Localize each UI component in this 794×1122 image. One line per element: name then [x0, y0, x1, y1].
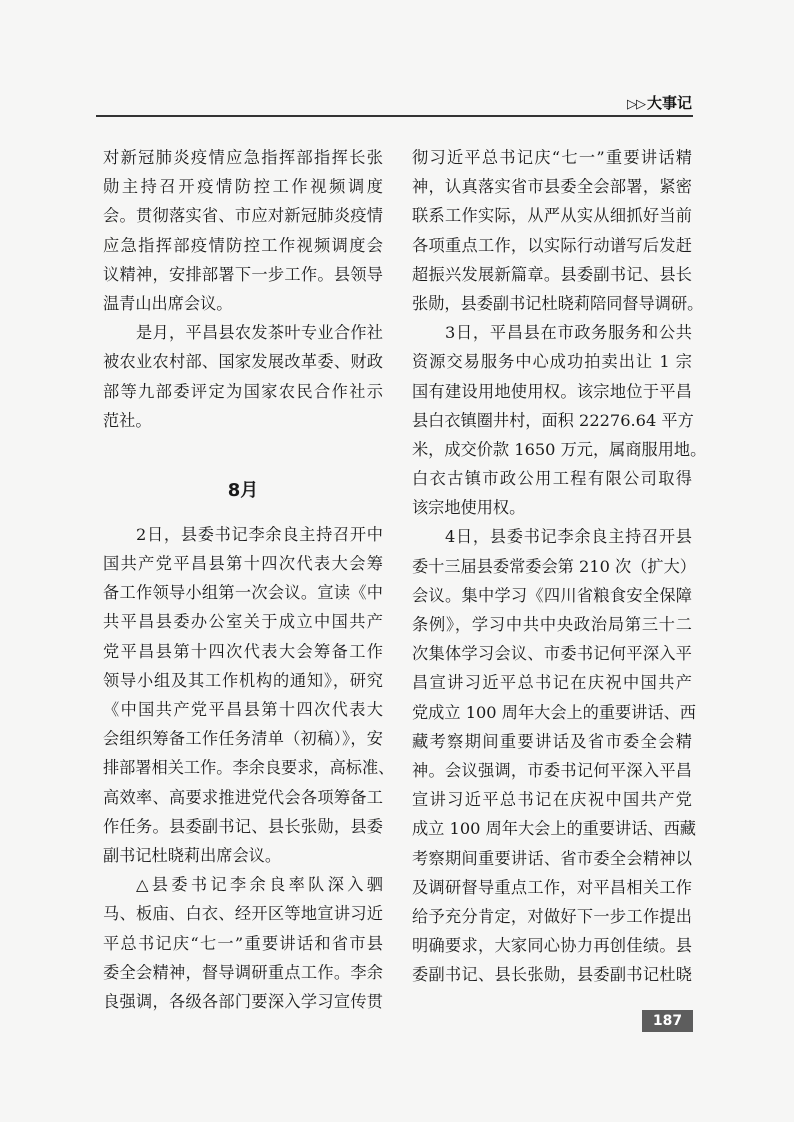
text-line: 温青山出席会议。 — [103, 293, 233, 313]
paragraph — [103, 143, 383, 318]
running-header — [627, 92, 692, 113]
text-line: 委副书记、县长张勋，县委副书记杜晓 — [412, 965, 692, 985]
left-paragraphs-after — [103, 520, 395, 1016]
text-line: 次集体学习会议、市委书记何平深入平 — [412, 644, 692, 664]
text-line: 该宗地使用权。 — [412, 498, 526, 518]
text-line: 联系工作实际，从严从实从细抓好当前 — [412, 206, 692, 226]
text-line: 会议。集中学习《四川省粮食安全保障 — [412, 585, 692, 605]
text-line: 作任务。县委副书记、县长张勋，县委 — [103, 816, 383, 836]
text-line: 委十三届县委常委会第 210 次（扩大） — [412, 556, 696, 576]
text-line: 马、板庙、白衣、经开区等地宣讲习近 — [103, 904, 383, 924]
text-line: 副书记杜晓莉出席会议。 — [103, 845, 282, 865]
text-line: 领导小组及其工作机构的通知》，研究 — [103, 670, 383, 690]
text-line: 平总书记庆“七一”重要讲话和省市县 — [103, 933, 383, 953]
text-line: 昌宣讲习近平总书记在庆祝中国共产 — [412, 673, 692, 693]
text-line: 米，成交价款 1650 万元，属商服用地。 — [412, 439, 707, 459]
double-triangle-icon: ▷▷ — [626, 97, 645, 112]
text-line: △县委书记李余良率队深入驷 — [136, 875, 383, 895]
text-line: 对新冠肺炎疫情应急指挥部指挥长张 — [103, 148, 383, 167]
text-line: 备工作领导小组第一次会议。宣读《中 — [103, 583, 383, 603]
text-line: 党平昌县第十四次代表大会筹备工作 — [103, 641, 383, 661]
text-line: 给予充分肯定，对做好下一步工作提出 — [412, 906, 692, 926]
text-line: 白衣古镇市政公用工程有限公司取得 — [412, 469, 692, 489]
text-line: 考察期间重要讲话、省市委全会精神以 — [412, 848, 692, 868]
text-line: 及调研督导重点工作，对平昌相关工作 — [412, 877, 692, 897]
text-line: 条例》，学习中共中央政治局第三十二 — [412, 615, 692, 634]
text-line: 高效率、高要求推进党代会各项筹备工 — [103, 787, 383, 807]
text-line: 是月，平昌县农发茶叶专业合作社 — [136, 323, 383, 343]
text-line: 宣讲习近平总书记在庆祝中国共产党 — [412, 790, 692, 810]
paragraph — [412, 522, 696, 989]
text-line: 成立 100 周年大会上的重要讲话、西藏 — [412, 819, 696, 839]
right-column — [412, 143, 707, 989]
month-heading: 8月 — [227, 479, 259, 501]
text-line: 委全会精神，督导调研重点工作。李余 — [103, 962, 383, 982]
text-line: 议精神，安排部署下一步工作。县领导 — [103, 264, 383, 284]
right-paragraphs — [412, 143, 707, 989]
text-line: 范社。 — [103, 410, 152, 430]
text-line: 神。会议强调，市委书记何平深入平昌 — [412, 760, 692, 780]
paragraph — [412, 143, 704, 318]
paragraph — [103, 520, 395, 870]
left-column — [103, 143, 395, 1016]
text-line: 党成立 100 周年大会上的重要讲话、西 — [412, 702, 696, 722]
text-line: 4日，县委书记李余良主持召开县 — [445, 527, 692, 547]
text-line: 国共产党平昌县第十四次代表大会筹 — [103, 554, 383, 574]
text-line: 应急指挥部疫情防控工作视频调度会 — [103, 235, 383, 255]
text-line: 共平昌县委办公室关于成立中国共产 — [103, 612, 383, 632]
text-line: 国有建设用地使用权。该宗地位于平昌 — [412, 381, 692, 401]
text-line: 各项重点工作，以实际行动谱写后发赶 — [412, 235, 692, 255]
text-line: 2日，县委书记李余良主持召开中 — [136, 524, 383, 544]
text-line: 勋主持召开疫情防控工作视频调度 — [103, 177, 383, 197]
text-line: 明确要求，大家同心协力再创佳绩。县 — [412, 936, 692, 956]
text-line: 被农业农村部、国家发展改革委、财政 — [103, 352, 383, 372]
text-line: 藏考察期间重要讲话及省市委全会精 — [412, 731, 692, 751]
page-number: 187 — [642, 1010, 693, 1032]
text-line: 彻习近平总书记庆“七一”重要讲话精 — [412, 148, 692, 167]
paragraph — [103, 318, 383, 435]
text-line: 神，认真落实省市县委全会部署，紧密 — [412, 177, 692, 197]
paragraph — [103, 870, 383, 1016]
text-line: 县白衣镇圈井村，面积 22276.64 平方 — [412, 410, 694, 430]
paragraph — [412, 318, 707, 522]
text-line: 会组织筹备工作任务清单（初稿）》，安 — [103, 729, 383, 749]
text-line: 资源交易服务中心成功拍卖出让 1 宗 — [412, 352, 692, 372]
text-line: 会。贯彻落实省、市应对新冠肺炎疫情 — [103, 206, 383, 226]
text-line: 张勋，县委副书记杜晓莉陪同督导调研。 — [412, 293, 704, 313]
text-line: 《中国共产党平昌县第十四次代表大 — [103, 700, 383, 719]
text-line: 部等九部委评定为国家农民合作社示 — [103, 381, 383, 401]
text-line: 超振兴发展新篇章。县委副书记、县长 — [412, 264, 692, 284]
left-paragraphs-before — [103, 143, 383, 435]
text-line: 3日，平昌县在市政务服务和公共 — [445, 323, 692, 343]
section-title: 大事记 — [646, 94, 692, 112]
text-line: 排部署相关工作。李余良要求，高标准、 — [103, 758, 395, 778]
header-divider — [96, 115, 693, 117]
text-line: 良强调，各级各部门要深入学习宣传贯 — [103, 991, 383, 1011]
